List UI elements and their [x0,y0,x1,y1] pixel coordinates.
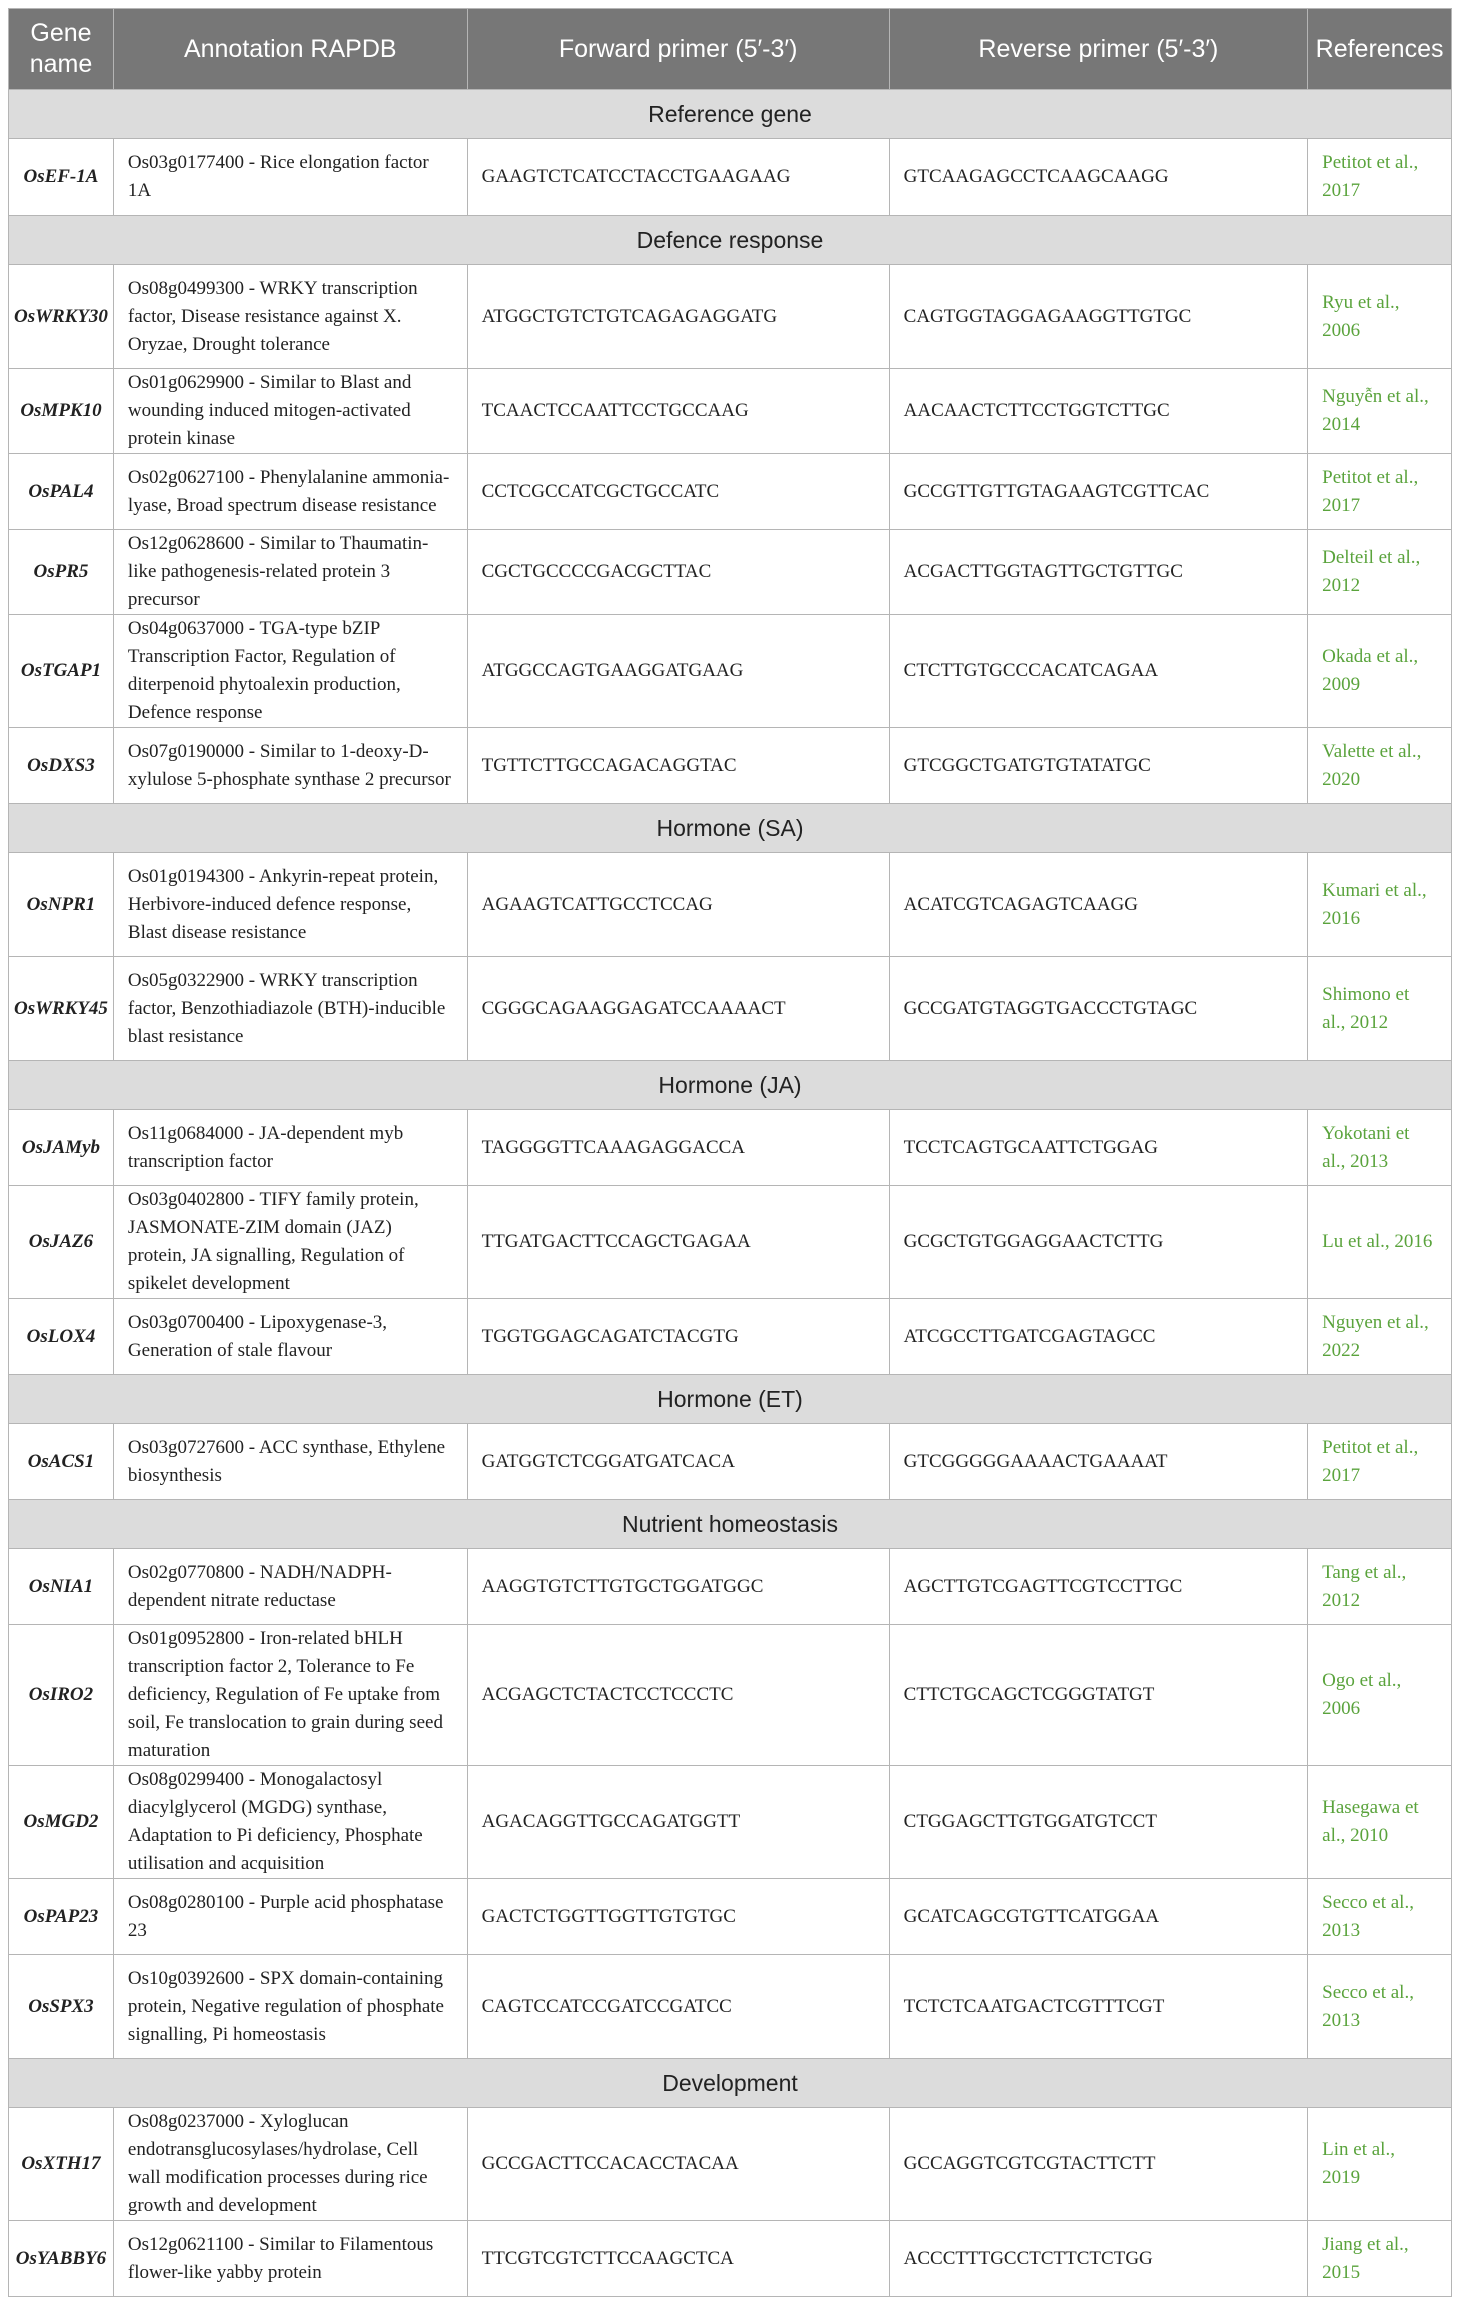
section-title: Hormone (ET) [9,1375,1452,1424]
annotation-cell: Os01g0194300 - Ankyrin-repeat protein, Herbivore-induced defence response, Blast disease resistance [113,853,467,957]
annotation-cell: Os01g0629900 - Similar to Blast and wounding induced mitogen-activated protein kinase [113,369,467,454]
table-row [9,1299,1452,1375]
table-row [9,1424,1452,1500]
gene-name-cell: OsEF-1A [9,139,114,216]
reference-cell: Ogo et al., 2006 [1308,1625,1452,1766]
reference-cell: Nguyen et al., 2022 [1308,1299,1452,1375]
forward-primer-cell: CGGGCAGAAGGAGATCCAAAACT [467,957,889,1061]
table-row [9,1186,1452,1299]
annotation-cell: Os05g0322900 - WRKY transcription factor, Benzothiadiazole (BTH)-inducible blast resistance [113,957,467,1061]
table-row [9,1766,1452,1879]
reverse-primer-cell: GCGCTGTGGAGGAACTCTTG [889,1186,1308,1299]
forward-primer-cell: CAGTCCATCCGATCCGATCC [467,1955,889,2059]
forward-primer-cell: GACTCTGGTTGGTTGTGTGC [467,1879,889,1955]
annotation-cell: Os02g0627100 - Phenylalanine ammonia-lyase, Broad spectrum disease resistance [113,454,467,530]
annotation-cell: Os07g0190000 - Similar to 1-deoxy-D-xylulose 5-phosphate synthase 2 precursor [113,728,467,804]
section-row [9,1061,1452,1110]
section-row [9,804,1452,853]
reference-cell: Valette et al., 2020 [1308,728,1452,804]
gene-name-cell: OsJAMyb [9,1110,114,1186]
annotation-cell: Os08g0237000 - Xyloglucan endotransglucosylases/hydrolase, Cell wall modification processes during rice growth and development [113,2108,467,2221]
annotation-cell: Os10g0392600 - SPX domain-containing protein, Negative regulation of phosphate signalling, Pi homeostasis [113,1955,467,2059]
annotation-cell: Os08g0499300 - WRKY transcription factor, Disease resistance against X. Oryzae, Drought tolerance [113,265,467,369]
forward-primer-cell: CCTCGCCATCGCTGCCATC [467,454,889,530]
table-row [9,454,1452,530]
annotation-cell: Os04g0637000 - TGA-type bZIP Transcription Factor, Regulation of diterpenoid phytoalexin production, Defence response [113,615,467,728]
gene-name-cell: OsIRO2 [9,1625,114,1766]
table-row [9,1879,1452,1955]
table-row [9,1110,1452,1186]
header-annotation: Annotation RAPDB [113,9,467,90]
reverse-primer-cell: GCCGTTGTTGTAGAAGTCGTTCAC [889,454,1308,530]
table-row [9,853,1452,957]
annotation-cell: Os08g0280100 - Purple acid phosphatase 23 [113,1879,467,1955]
gene-name-cell: OsSPX3 [9,1955,114,2059]
forward-primer-cell: TGTTCTTGCCAGACAGGTAC [467,728,889,804]
section-title: Hormone (SA) [9,804,1452,853]
annotation-cell: Os12g0621100 - Similar to Filamentous flower-like yabby protein [113,2221,467,2297]
gene-name-cell: OsTGAP1 [9,615,114,728]
forward-primer-cell: ACGAGCTCTACTCCTCCCTC [467,1625,889,1766]
section-title: Reference gene [9,90,1452,139]
gene-name-cell: OsXTH17 [9,2108,114,2221]
gene-name-cell: OsPR5 [9,530,114,615]
reference-cell: Lin et al., 2019 [1308,2108,1452,2221]
table-row [9,728,1452,804]
annotation-cell: Os03g0700400 - Lipoxygenase-3, Generation of stale flavour [113,1299,467,1375]
forward-primer-cell: ATGGCTGTCTGTCAGAGAGGATG [467,265,889,369]
reference-cell: Tang et al., 2012 [1308,1549,1452,1625]
forward-primer-cell: TAGGGGTTCAAAGAGGACCA [467,1110,889,1186]
section-title: Hormone (JA) [9,1061,1452,1110]
reverse-primer-cell: GCCGATGTAGGTGACCCTGTAGC [889,957,1308,1061]
reverse-primer-cell: GCCAGGTCGTCGTACTTCTT [889,2108,1308,2221]
table-row [9,615,1452,728]
section-row [9,1375,1452,1424]
section-title: Nutrient homeostasis [9,1500,1452,1549]
reference-cell: Hasegawa et al., 2010 [1308,1766,1452,1879]
table-row [9,369,1452,454]
reverse-primer-cell: GTCAAGAGCCTCAAGCAAGG [889,139,1308,216]
annotation-cell: Os11g0684000 - JA-dependent myb transcription factor [113,1110,467,1186]
forward-primer-cell: TCAACTCCAATTCCTGCCAAG [467,369,889,454]
table-row [9,1955,1452,2059]
annotation-cell: Os12g0628600 - Similar to Thaumatin-like pathogenesis-related protein 3 precursor [113,530,467,615]
forward-primer-cell: CGCTGCCCCGACGCTTAC [467,530,889,615]
primer-table [8,8,1452,2297]
gene-name-cell: OsWRKY45 [9,957,114,1061]
reference-cell: Lu et al., 2016 [1308,1186,1452,1299]
annotation-cell: Os03g0727600 - ACC synthase, Ethylene biosynthesis [113,1424,467,1500]
forward-primer-cell: TTCGTCGTCTTCCAAGCTCA [467,2221,889,2297]
section-title: Development [9,2059,1452,2108]
reference-cell: Okada et al., 2009 [1308,615,1452,728]
annotation-cell: Os03g0177400 - Rice elongation factor 1A [113,139,467,216]
table-row [9,530,1452,615]
reference-cell: Petitot et al., 2017 [1308,139,1452,216]
reverse-primer-cell: GTCGGGGGAAAACTGAAAAT [889,1424,1308,1500]
reference-cell: Shimono et al., 2012 [1308,957,1452,1061]
table-row [9,139,1452,216]
forward-primer-cell: GAAGTCTCATCCTACCTGAAGAAG [467,139,889,216]
header-gene-name: Gene name [9,9,114,90]
table-row [9,265,1452,369]
reverse-primer-cell: ATCGCCTTGATCGAGTAGCC [889,1299,1308,1375]
gene-name-cell: OsLOX4 [9,1299,114,1375]
forward-primer-cell: ATGGCCAGTGAAGGATGAAG [467,615,889,728]
reference-cell: Nguyễn et al., 2014 [1308,369,1452,454]
gene-name-cell: OsPAL4 [9,454,114,530]
reverse-primer-cell: GCATCAGCGTGTTCATGGAA [889,1879,1308,1955]
gene-name-cell: OsPAP23 [9,1879,114,1955]
header-reverse-primer: Reverse primer (5′-3′) [889,9,1308,90]
reverse-primer-cell: TCCTCAGTGCAATTCTGGAG [889,1110,1308,1186]
forward-primer-cell: GATGGTCTCGGATGATCACA [467,1424,889,1500]
annotation-cell: Os08g0299400 - Monogalactosyl diacylglycerol (MGDG) synthase, Adaptation to Pi deficiency, Phosphate utilisation and acquisition [113,1766,467,1879]
header-references: References [1308,9,1452,90]
reference-cell: Petitot et al., 2017 [1308,1424,1452,1500]
annotation-cell: Os02g0770800 - NADH/NADPH-dependent nitrate reductase [113,1549,467,1625]
section-row [9,90,1452,139]
reference-cell: Petitot et al., 2017 [1308,454,1452,530]
reverse-primer-cell: CTGGAGCTTGTGGATGTCCT [889,1766,1308,1879]
table-row [9,1549,1452,1625]
reverse-primer-cell: ACATCGTCAGAGTCAAGG [889,853,1308,957]
table-row [9,2221,1452,2297]
gene-name-cell: OsJAZ6 [9,1186,114,1299]
table-header [9,9,1452,90]
gene-name-cell: OsNIA1 [9,1549,114,1625]
gene-name-cell: OsDXS3 [9,728,114,804]
reference-cell: Ryu et al., 2006 [1308,265,1452,369]
table-body [9,90,1452,2297]
section-row [9,2059,1452,2108]
reverse-primer-cell: ACGACTTGGTAGTTGCTGTTGC [889,530,1308,615]
forward-primer-cell: GCCGACTTCCACACCTACAA [467,2108,889,2221]
forward-primer-cell: AAGGTGTCTTGTGCTGGATGGC [467,1549,889,1625]
table-row [9,2108,1452,2221]
reverse-primer-cell: AGCTTGTCGAGTTCGTCCTTGC [889,1549,1308,1625]
header-forward-primer: Forward primer (5′-3′) [467,9,889,90]
gene-name-cell: OsACS1 [9,1424,114,1500]
reference-cell: Kumari et al., 2016 [1308,853,1452,957]
gene-name-cell: OsMPK10 [9,369,114,454]
reverse-primer-cell: CTCTTGTGCCCACATCAGAA [889,615,1308,728]
section-row [9,216,1452,265]
reference-cell: Yokotani et al., 2013 [1308,1110,1452,1186]
reference-cell: Secco et al., 2013 [1308,1955,1452,2059]
forward-primer-cell: AGACAGGTTGCCAGATGGTT [467,1766,889,1879]
gene-name-cell: OsYABBY6 [9,2221,114,2297]
reverse-primer-cell: GTCGGCTGATGTGTATATGC [889,728,1308,804]
section-row [9,1500,1452,1549]
reverse-primer-cell: TCTCTCAATGACTCGTTTCGT [889,1955,1308,2059]
forward-primer-cell: TGGTGGAGCAGATCTACGTG [467,1299,889,1375]
forward-primer-cell: TTGATGACTTCCAGCTGAGAA [467,1186,889,1299]
table-row [9,1625,1452,1766]
reference-cell: Jiang et al., 2015 [1308,2221,1452,2297]
table-row [9,957,1452,1061]
annotation-cell: Os01g0952800 - Iron-related bHLH transcription factor 2, Tolerance to Fe deficiency, Regulation of Fe uptake from soil, Fe translocation to grain during seed maturation [113,1625,467,1766]
reverse-primer-cell: AACAACTCTTCCTGGTCTTGC [889,369,1308,454]
forward-primer-cell: AGAAGTCATTGCCTCCAG [467,853,889,957]
gene-name-cell: OsWRKY30 [9,265,114,369]
annotation-cell: Os03g0402800 - TIFY family protein, JASMONATE-ZIM domain (JAZ) protein, JA signalling, Regulation of spikelet development [113,1186,467,1299]
reverse-primer-cell: CTTCTGCAGCTCGGGTATGT [889,1625,1308,1766]
gene-name-cell: OsMGD2 [9,1766,114,1879]
reference-cell: Secco et al., 2013 [1308,1879,1452,1955]
gene-name-cell: OsNPR1 [9,853,114,957]
reference-cell: Delteil et al., 2012 [1308,530,1452,615]
reverse-primer-cell: CAGTGGTAGGAGAAGGTTGTGC [889,265,1308,369]
reverse-primer-cell: ACCCTTTGCCTCTTCTCTGG [889,2221,1308,2297]
section-title: Defence response [9,216,1452,265]
